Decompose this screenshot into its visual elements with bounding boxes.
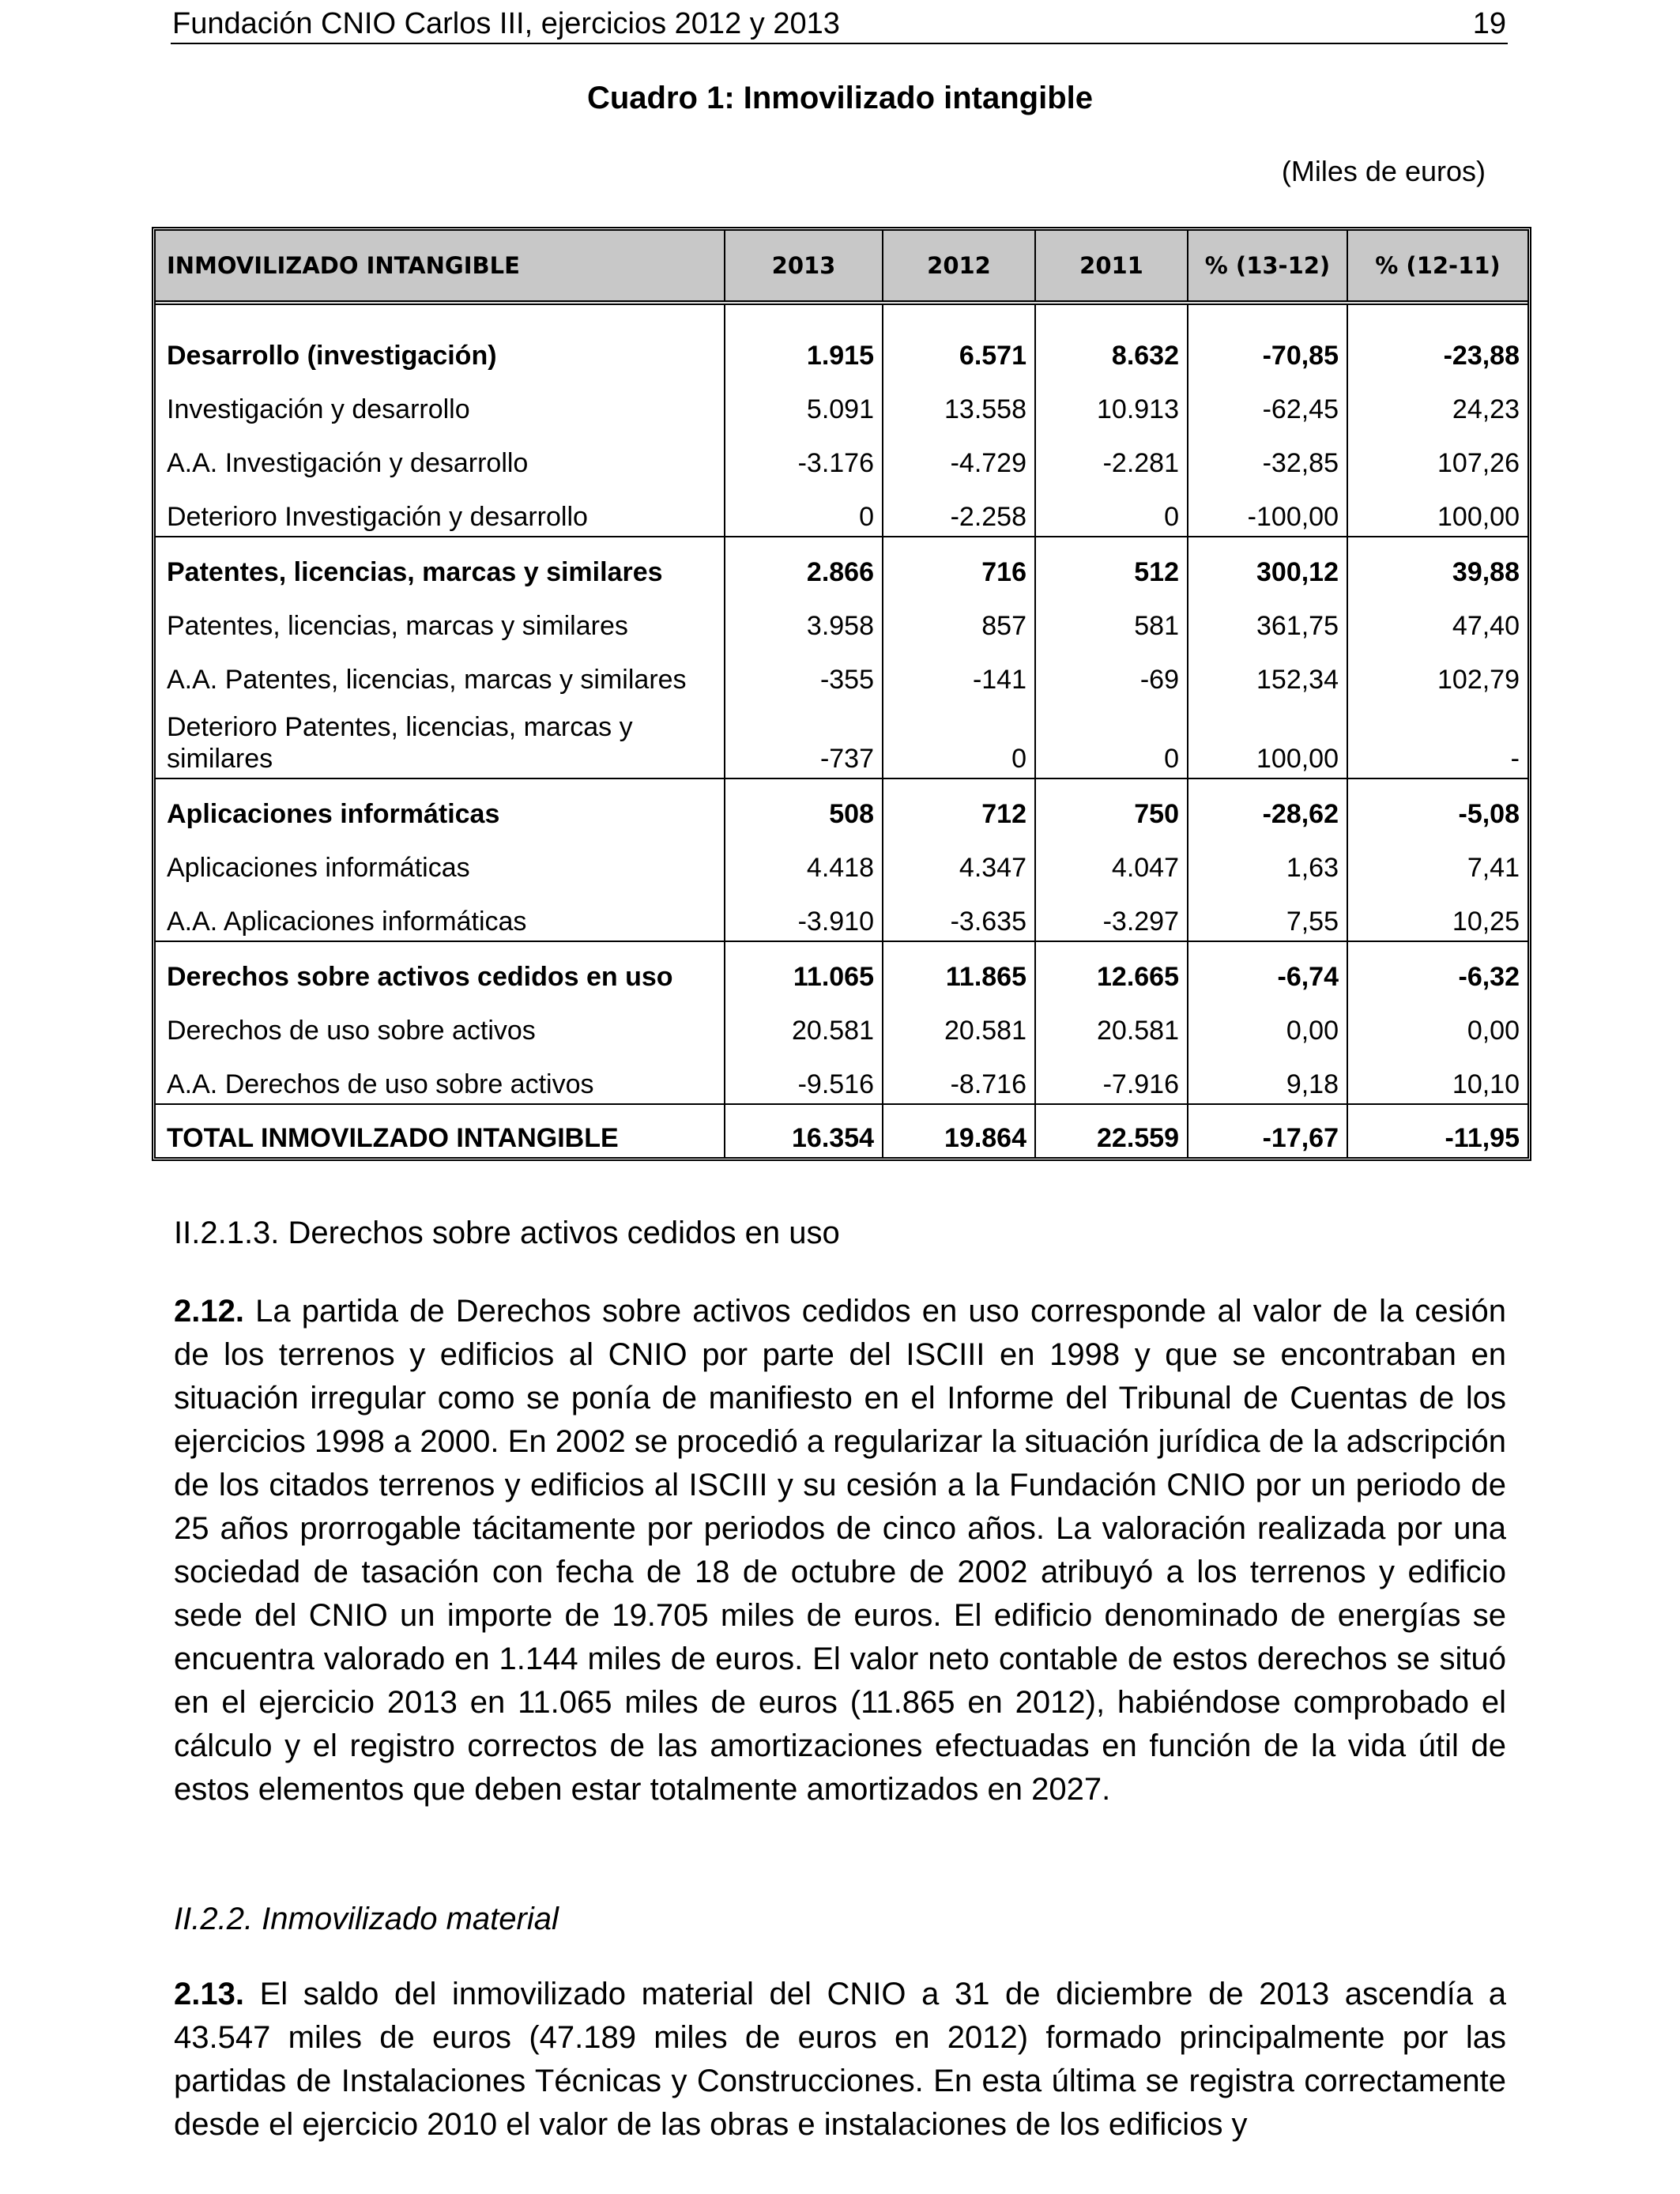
spacer-cell xyxy=(883,303,1035,321)
table-cell: 5.091 xyxy=(725,375,883,428)
table-cell: 12.665 xyxy=(1035,941,1188,996)
table-cell: -69 xyxy=(1035,645,1188,699)
table-cell: 24,23 xyxy=(1347,375,1527,428)
paragraph-2-13 xyxy=(174,1973,1506,2147)
table-cell: 1,63 xyxy=(1188,833,1347,887)
intangible-assets-table xyxy=(152,227,1531,1161)
table-cell: 7,41 xyxy=(1347,833,1527,887)
table-cell: 300,12 xyxy=(1188,537,1347,591)
table-cell: 2.866 xyxy=(725,537,883,591)
table-cell: -6,32 xyxy=(1347,941,1527,996)
table-row xyxy=(156,1050,1527,1104)
table-header-row xyxy=(156,231,1527,303)
paragraph-2-12 xyxy=(174,1290,1506,1811)
table-cell: 39,88 xyxy=(1347,537,1527,591)
table-cell: 100,00 xyxy=(1347,482,1527,537)
table-cell: 4.347 xyxy=(883,833,1035,887)
table-cell: 10,10 xyxy=(1347,1050,1527,1104)
table-row xyxy=(156,482,1527,537)
spacer-cell xyxy=(1188,303,1347,321)
table-cell: -3.176 xyxy=(725,428,883,482)
section-heading: II.2.2. Inmovilizado material xyxy=(174,1902,559,1936)
row-label: Aplicaciones informáticas xyxy=(167,799,500,829)
table-cell: -70,85 xyxy=(1188,321,1347,375)
table-cell: 0 xyxy=(725,482,883,537)
row-label: Patentes, licencias, marcas y similares xyxy=(167,611,628,641)
page-header xyxy=(171,5,1508,44)
table-cell: -737 xyxy=(725,699,883,778)
table-cell: 10,25 xyxy=(1347,887,1527,941)
column-header: 2011 xyxy=(1035,231,1188,303)
row-label: TOTAL INMOVILZADO INTANGIBLE xyxy=(156,1104,725,1157)
table-cell: -8.716 xyxy=(883,1050,1035,1104)
table-cell: 581 xyxy=(1035,591,1188,645)
table-cell: -2.258 xyxy=(883,482,1035,537)
spacer-cell xyxy=(725,303,883,321)
table-cell: 102,79 xyxy=(1347,645,1527,699)
table-cell: 47,40 xyxy=(1347,591,1527,645)
table-cell: 4.047 xyxy=(1035,833,1188,887)
table-cell: -9.516 xyxy=(725,1050,883,1104)
table-cell: 712 xyxy=(883,778,1035,833)
table-cell: 3.958 xyxy=(725,591,883,645)
table-cell: 750 xyxy=(1035,778,1188,833)
table-cell: -32,85 xyxy=(1188,428,1347,482)
table-row xyxy=(156,591,1527,645)
section-heading: II.2.1.3. Derechos sobre activos cedidos en uso xyxy=(174,1216,840,1250)
table-cell: 11.065 xyxy=(725,941,883,996)
column-header: % (13-12) xyxy=(1188,231,1347,303)
table-cell: 22.559 xyxy=(1035,1104,1188,1157)
paragraph-text: El saldo del inmovilizado material del CNIO a 31 de diciembre de 2013 ascendía a 43.547 miles de euros (47.189 miles de euros en 2012) formado principalmente por las partidas de Instalaciones Técnicas y Construcciones. En esta última se registra correctamente desde el ejercicio 2010 el valor de las obras e instalaciones de los edificios y xyxy=(174,1977,1506,2142)
table-cell: -3.910 xyxy=(725,887,883,941)
table-cell: 361,75 xyxy=(1188,591,1347,645)
spacer-cell xyxy=(156,303,725,321)
table-cell: -11,95 xyxy=(1347,1104,1527,1157)
table-cell: 4.418 xyxy=(725,833,883,887)
table-cell: 1.915 xyxy=(725,321,883,375)
table-cell: -17,67 xyxy=(1188,1104,1347,1157)
table-cell: 0,00 xyxy=(1188,996,1347,1050)
row-label: A.A. Investigación y desarrollo xyxy=(167,448,529,478)
table-cell: -2.281 xyxy=(1035,428,1188,482)
table-row xyxy=(156,428,1527,482)
table-row xyxy=(156,699,1527,778)
table-row xyxy=(156,1104,1527,1157)
paragraph-number: 2.12. xyxy=(174,1294,244,1329)
table-cell: -28,62 xyxy=(1188,778,1347,833)
table-cell: -5,08 xyxy=(1347,778,1527,833)
table-cell: 152,34 xyxy=(1188,645,1347,699)
spacer-cell xyxy=(1347,303,1527,321)
row-label: Aplicaciones informáticas xyxy=(167,853,470,883)
table-cell: 107,26 xyxy=(1347,428,1527,482)
table-title: Cuadro 1: Inmovilizado intangible xyxy=(586,81,1094,115)
page-number: 19 xyxy=(1472,7,1506,40)
table-cell: 16.354 xyxy=(725,1104,883,1157)
table-cell: 0 xyxy=(1035,699,1188,778)
table-cell: 20.581 xyxy=(725,996,883,1050)
table-row xyxy=(156,375,1527,428)
header-title: Fundación CNIO Carlos III, ejercicios 2012 y 2013 xyxy=(172,7,840,40)
row-label: A.A. Patentes, licencias, marcas y similares xyxy=(167,665,687,695)
column-header: INMOVILIZADO INTANGIBLE xyxy=(156,231,725,303)
table-cell: -23,88 xyxy=(1347,321,1527,375)
table-cell: 11.865 xyxy=(883,941,1035,996)
row-label: Derechos de uso sobre activos xyxy=(167,1016,536,1046)
table-body xyxy=(156,303,1527,1157)
table-cell: 0 xyxy=(883,699,1035,778)
table-cell: -4.729 xyxy=(883,428,1035,482)
row-label: Patentes, licencias, marcas y similares xyxy=(167,557,663,587)
table-cell: 100,00 xyxy=(1188,699,1347,778)
paragraph-number: 2.13. xyxy=(174,1977,244,2011)
spacer-cell xyxy=(1035,303,1188,321)
table-row xyxy=(156,833,1527,887)
table-row xyxy=(156,887,1527,941)
table-cell: 508 xyxy=(725,778,883,833)
table-row xyxy=(156,645,1527,699)
table-cell: -141 xyxy=(883,645,1035,699)
table-cell: 512 xyxy=(1035,537,1188,591)
column-header: 2013 xyxy=(725,231,883,303)
table-cell: 19.864 xyxy=(883,1104,1035,1157)
table-cell: 9,18 xyxy=(1188,1050,1347,1104)
table-row xyxy=(156,941,1527,996)
table-cell: 13.558 xyxy=(883,375,1035,428)
table-spacer-row xyxy=(156,303,1527,321)
table-cell: -7.916 xyxy=(1035,1050,1188,1104)
column-header: 2012 xyxy=(883,231,1035,303)
table-row xyxy=(156,996,1527,1050)
column-header: % (12-11) xyxy=(1347,231,1527,303)
row-label: Derechos sobre activos cedidos en uso xyxy=(167,962,673,992)
table-row xyxy=(156,537,1527,591)
row-label: A.A. Derechos de uso sobre activos xyxy=(167,1069,594,1099)
table-cell: 10.913 xyxy=(1035,375,1188,428)
table-cell: -3.297 xyxy=(1035,887,1188,941)
table-cell: 20.581 xyxy=(883,996,1035,1050)
paragraph-text: La partida de Derechos sobre activos cedidos en uso corresponde al valor de la cesión de los terrenos y edificios al CNIO por parte del ISCIII en 1998 y que se encontraban en situación irregular como se ponía de manifiesto en el Informe del Tribunal de Cuentas de los ejercicios 1998 a 2000. En 2002 se procedió a regularizar la situación jurídica de la adscripción de los citados terrenos y edificios al ISCIII y su cesión a la Fundación CNIO por un periodo de 25 años prorrogable tácitamente por periodos de cinco años. La valoración realizada por una sociedad de tasación con fecha de 18 de octubre de 2002 atribuyó a los terrenos y edificio sede del CNIO un importe de 19.705 miles de euros. El edificio denominado de energías se encuentra valorado en 1.144 miles de euros. El valor neto contable de estos derechos se situó en el ejercicio 2013 en 11.065 miles de euros (11.865 en 2012), habiéndose comprobado el cálculo y el registro correctos de las amortizaciones efectuadas en función de la vida útil de estos elementos que deben estar totalmente amortizados en 2027. xyxy=(174,1294,1506,1807)
table-cell: 20.581 xyxy=(1035,996,1188,1050)
row-label: Deterioro Investigación y desarrollo xyxy=(156,482,725,537)
row-label: A.A. Aplicaciones informáticas xyxy=(156,887,725,941)
row-label: Deterioro Patentes, licencias, marcas y similares xyxy=(156,699,725,778)
table-row xyxy=(156,778,1527,833)
row-label: Investigación y desarrollo xyxy=(167,394,470,424)
table-cell: 6.571 xyxy=(883,321,1035,375)
table-cell: -355 xyxy=(725,645,883,699)
table-units: (Miles de euros) xyxy=(1281,155,1486,187)
table-cell: 857 xyxy=(883,591,1035,645)
table-cell: -100,00 xyxy=(1188,482,1347,537)
table-cell: - xyxy=(1347,699,1527,778)
table-row xyxy=(156,321,1527,375)
table-cell: 8.632 xyxy=(1035,321,1188,375)
table-cell: 7,55 xyxy=(1188,887,1347,941)
table-cell: 0 xyxy=(1035,482,1188,537)
table-cell: -6,74 xyxy=(1188,941,1347,996)
row-label: Desarrollo (investigación) xyxy=(167,341,497,371)
table-cell: 716 xyxy=(883,537,1035,591)
table-cell: -3.635 xyxy=(883,887,1035,941)
table-cell: -62,45 xyxy=(1188,375,1347,428)
table-cell: 0,00 xyxy=(1347,996,1527,1050)
